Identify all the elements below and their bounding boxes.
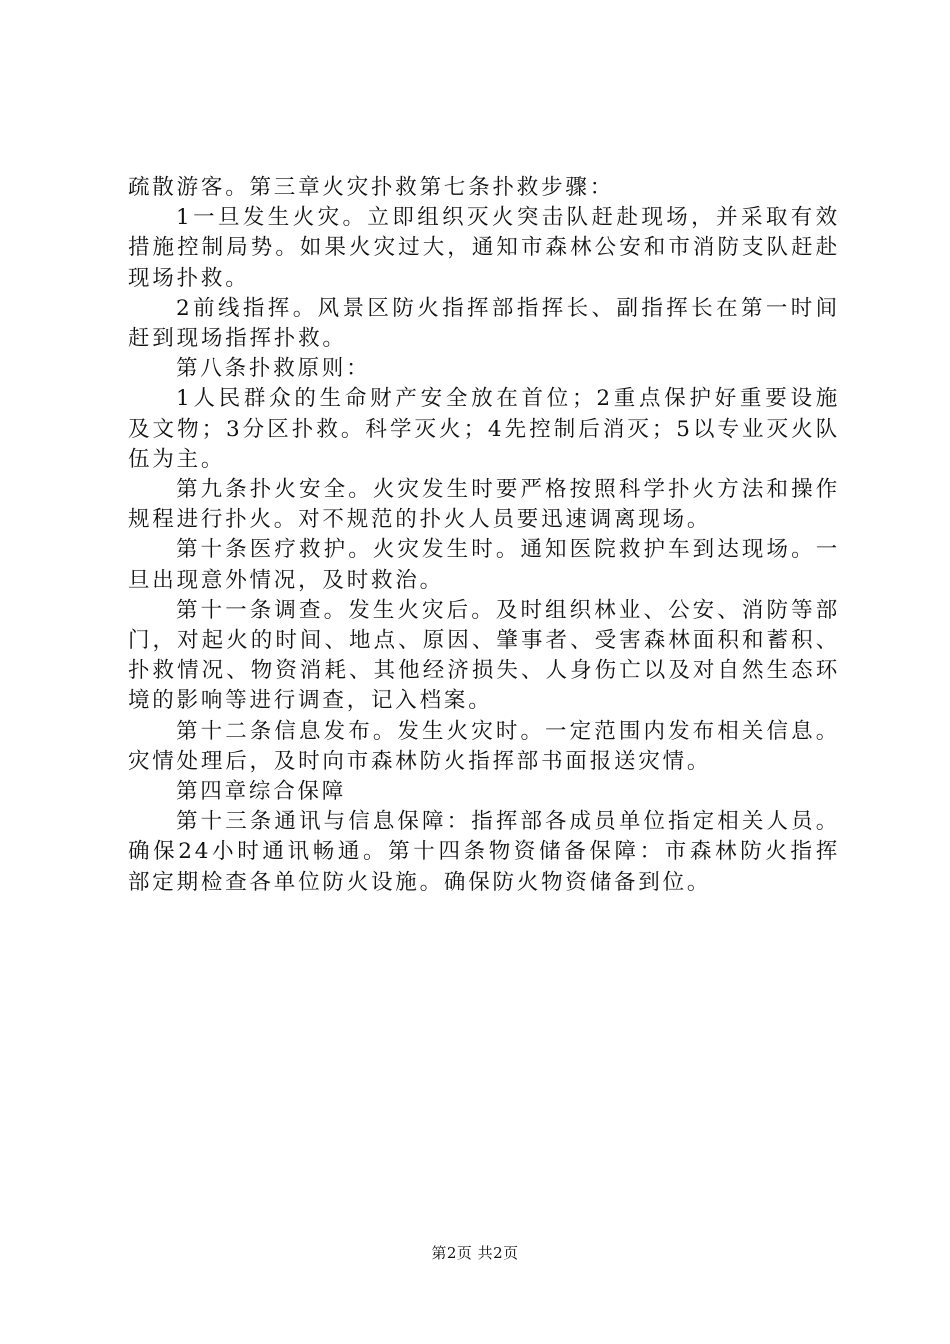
paragraph: 第八条扑救原则： [176,356,371,382]
document-body [128,173,840,898]
paragraph: 第十三条通讯与信息保障：指挥部各成员单位指定相关人员。确保24小时通讯畅通。第十四条物资储备保障：市森林防火指挥部定期检查各单位防火设施。确保防火物资储备到位。 [128,809,840,895]
page-footer [0,1243,950,1263]
paragraph: 第九条扑火安全。火灾发生时要严格按照科学扑火方法和操作规程进行扑火。对不规范的扑火人员要迅速调离现场。 [128,477,840,533]
paragraph: 第十二条信息发布。发生火灾时。一定范围内发布相关信息。灾情处理后，及时向市森林防火指挥部书面报送灾情。 [128,718,840,774]
page-number-label: 第2页 共2页 [431,1244,519,1262]
paragraph: 2前线指挥。风景区防火指挥部指挥长、副指挥长在第一时间赶到现场指挥扑救。 [128,295,840,352]
paragraph: 第十条医疗救护。火灾发生时。通知医院救护车到达现场。一旦出现意外情况，及时救治。 [128,537,840,593]
paragraph: 1一旦发生火灾。立即组织灭火突击队赶赴现场，并采取有效措施控制局势。如果火灾过大，通知市森林公安和市消防支队赶赴现场扑救。 [128,205,840,291]
chapter-heading: 第四章综合保障 [176,779,347,805]
paragraph: 第十一条调查。发生火灾后。及时组织林业、公安、消防等部门，对起火的时间、地点、原因、肇事者、受害森林面积和蓄积、扑救情况、物资消耗、其他经济损失、人身伤亡以及对自然生态环境的影响等进行调查，记入档案。 [128,597,840,714]
paragraph: 1人民群众的生命财产安全放在首位；2重点保护好重要设施及文物；3分区扑救。科学灭火；4先控制后消灭；5以专业灭火队伍为主。 [128,386,840,472]
paragraph: 疏散游客。第三章火灾扑救第七条扑救步骤： [128,175,615,200]
